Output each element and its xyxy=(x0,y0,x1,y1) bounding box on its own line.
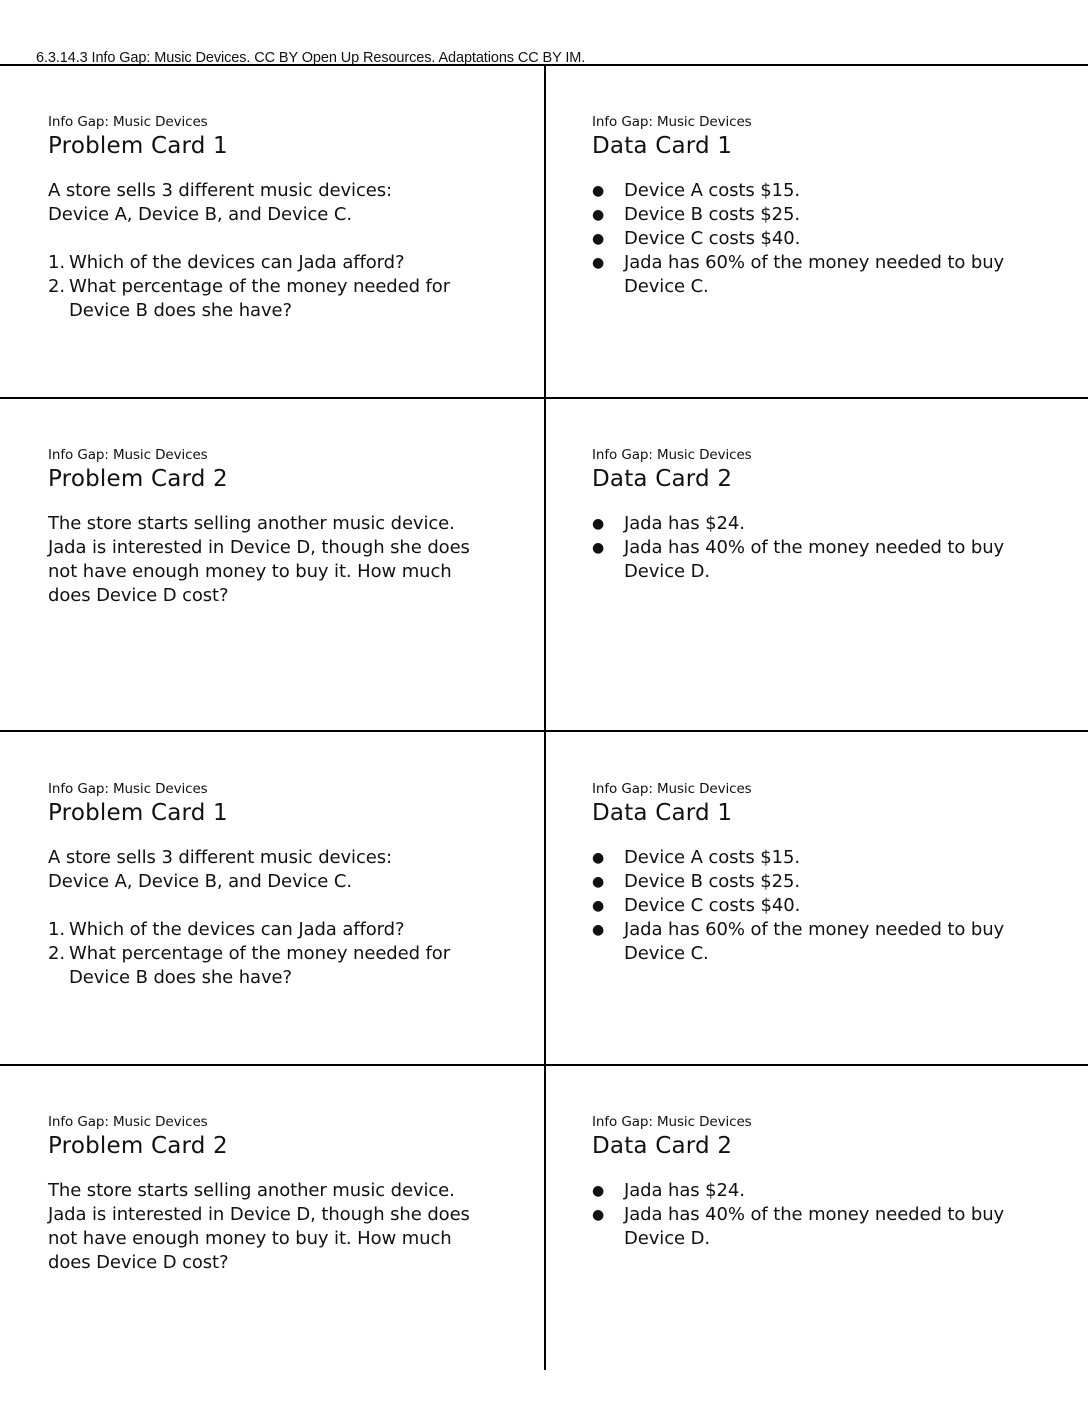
question-text: Which of the devices can Jada afford? xyxy=(69,919,405,940)
card-title: Data Card 2 xyxy=(592,1133,733,1159)
card-body xyxy=(48,179,548,323)
problem-card-2 xyxy=(48,447,548,608)
card-kicker: Info Gap: Music Devices xyxy=(48,114,208,130)
card-title: Data Card 1 xyxy=(592,133,733,159)
question-list xyxy=(48,251,478,323)
question-text: Which of the devices can Jada afford? xyxy=(69,252,405,273)
card-title: Data Card 1 xyxy=(592,800,733,826)
card-kicker: Info Gap: Music Devices xyxy=(48,781,208,797)
card-body xyxy=(48,846,548,990)
data-card-1 xyxy=(592,114,1088,299)
data-item: ● Device A costs $15. xyxy=(592,179,1044,203)
data-card-2 xyxy=(592,447,1088,584)
card-intro-line: Device A, Device B, and Device C. xyxy=(48,204,352,225)
question-item xyxy=(48,942,478,990)
card-title: Problem Card 1 xyxy=(48,133,228,159)
problem-card-2-copy xyxy=(48,1114,548,1275)
card-body xyxy=(592,512,1088,584)
question-item xyxy=(48,918,478,942)
data-item: ● Device C costs $40. xyxy=(592,894,1044,918)
problem-text: The store starts selling another music device. Jada is interested in Device D, though she does not have enough money to buy it. How much does Device D cost? xyxy=(48,1180,470,1273)
card-intro-line: Device A, Device B, and Device C. xyxy=(48,871,352,892)
data-list xyxy=(592,512,1088,584)
card-body xyxy=(592,1179,1088,1251)
data-item: ● Device A costs $15. xyxy=(592,846,1044,870)
question-number: 1. xyxy=(48,252,65,273)
card-title: Problem Card 2 xyxy=(48,466,228,492)
data-list xyxy=(592,179,1088,299)
data-item: ● Jada has 60% of the money needed to buy Device C. xyxy=(592,918,1044,966)
page-header: 6.3.14.3 Info Gap: Music Devices. CC BY Open Up Resources. Adaptations CC BY IM. xyxy=(36,50,586,66)
card-kicker: Info Gap: Music Devices xyxy=(48,1114,208,1130)
card-title: Data Card 2 xyxy=(592,466,733,492)
card-title: Problem Card 2 xyxy=(48,1133,228,1159)
data-item: ● Jada has $24. xyxy=(592,512,1044,536)
card-intro-line: A store sells 3 different music devices: xyxy=(48,847,392,868)
data-item: ● Jada has 40% of the money needed to buy Device D. xyxy=(592,536,1044,584)
problem-card-1 xyxy=(48,114,548,323)
question-number: 2. xyxy=(48,276,65,297)
data-item: ● Jada has 40% of the money needed to buy Device D. xyxy=(592,1203,1044,1251)
card-body xyxy=(48,512,548,608)
data-item: ● Device B costs $25. xyxy=(592,203,1044,227)
question-text: What percentage of the money needed for Device B does she have? xyxy=(69,276,450,321)
question-item xyxy=(48,251,478,275)
card-title: Problem Card 1 xyxy=(48,800,228,826)
card-kicker: Info Gap: Music Devices xyxy=(592,781,752,797)
question-item xyxy=(48,275,478,323)
card-kicker: Info Gap: Music Devices xyxy=(48,447,208,463)
question-number: 1. xyxy=(48,919,65,940)
data-item: ● Jada has 60% of the money needed to buy Device C. xyxy=(592,251,1044,299)
card-kicker: Info Gap: Music Devices xyxy=(592,1114,752,1130)
question-list xyxy=(48,918,478,990)
question-number: 2. xyxy=(48,943,65,964)
problem-card-1-copy xyxy=(48,781,548,990)
card-body xyxy=(48,1179,548,1275)
question-text: What percentage of the money needed for Device B does she have? xyxy=(69,943,450,988)
data-card-2-copy xyxy=(592,1114,1088,1251)
problem-text: The store starts selling another music device. Jada is interested in Device D, though she does not have enough money to buy it. How much does Device D cost? xyxy=(48,513,470,606)
data-list xyxy=(592,846,1088,966)
data-list xyxy=(592,1179,1088,1251)
card-body xyxy=(592,179,1088,299)
data-item: ● Device C costs $40. xyxy=(592,227,1044,251)
card-intro-line: A store sells 3 different music devices: xyxy=(48,180,392,201)
card-body xyxy=(592,846,1088,966)
card-kicker: Info Gap: Music Devices xyxy=(592,447,752,463)
data-item: ● Jada has $24. xyxy=(592,1179,1044,1203)
data-item: ● Device B costs $25. xyxy=(592,870,1044,894)
data-card-1-copy xyxy=(592,781,1088,966)
card-kicker: Info Gap: Music Devices xyxy=(592,114,752,130)
